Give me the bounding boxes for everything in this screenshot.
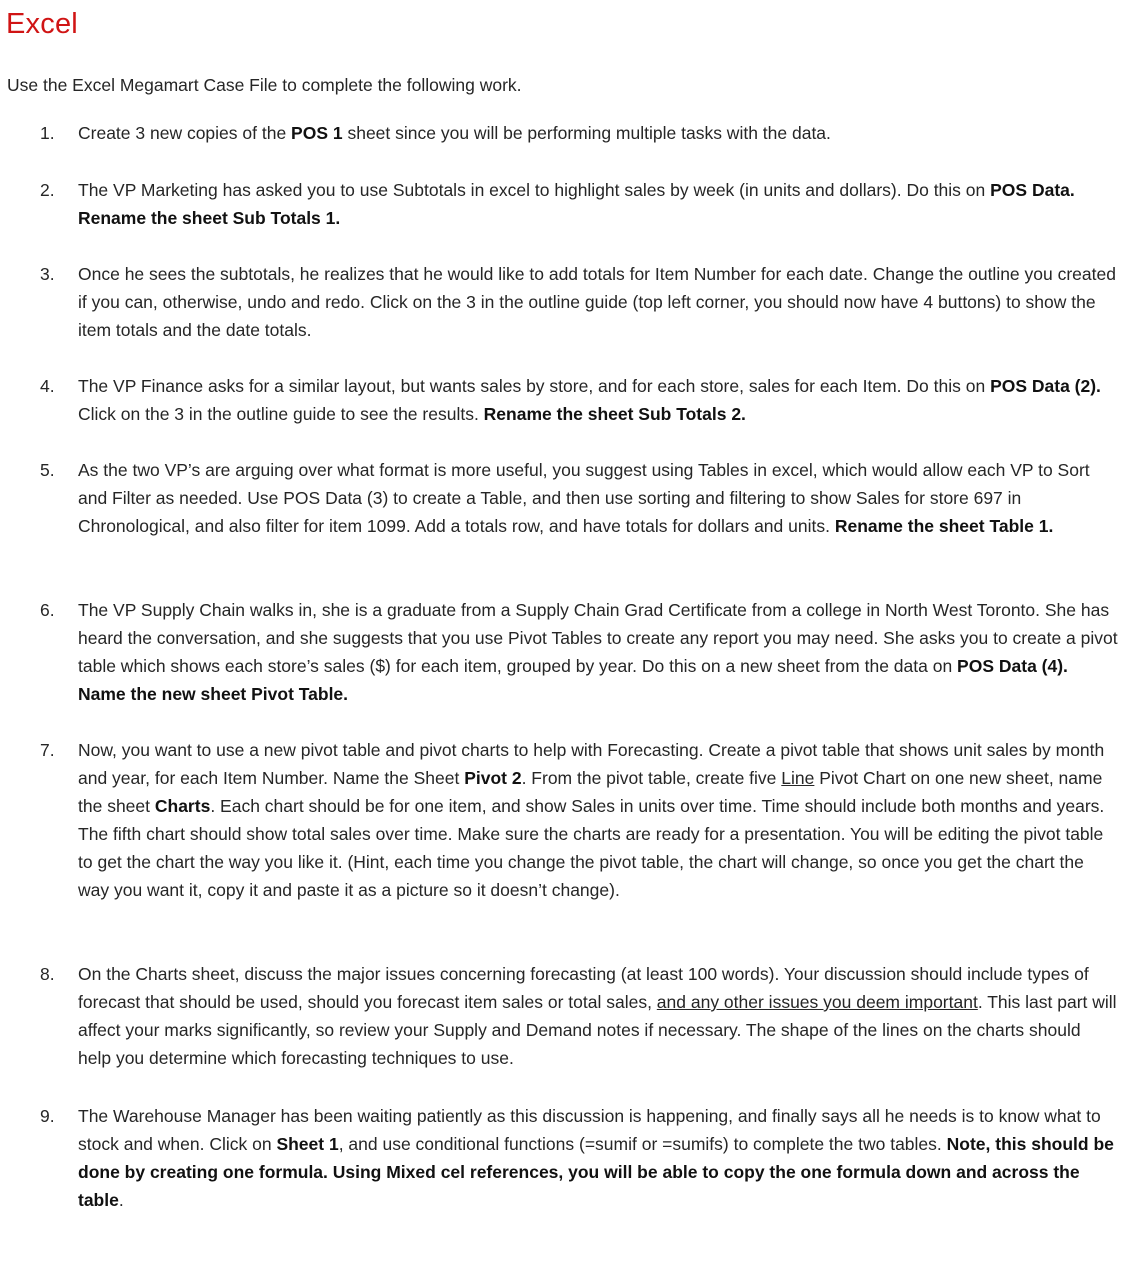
item-number: 7. xyxy=(40,740,55,760)
text-run: . This last part will affect your marks significantly, so review your Supply and Demand notes if necessary. The shape of the lines on the charts should help you determine which forecasting techniques to use. xyxy=(78,992,1117,1068)
text-run: Once he sees the subtotals, he realizes that he would like to add totals for Item Number for each date. Change the outline you created if you can, otherwise, undo and redo. Click on the 3 in the outline guide (top left corner, you should now have 4 buttons) to show the item totals and the date totals. xyxy=(78,264,1116,340)
item-text xyxy=(78,260,1118,344)
text-run: sheet since you will be performing multiple tasks with the data. xyxy=(342,123,831,143)
text-run: , and use conditional functions (=sumif or =sumifs) to complete the two tables. xyxy=(338,1134,947,1154)
text-run: The Warehouse Manager has been waiting patiently as this discussion is happening, and finally says all he needs is to know what to stock and when. Click on xyxy=(78,1106,1101,1154)
text-run: On the Charts sheet, discuss the major issues concerning forecasting (at least 100 words). Your discussion should include types of forecast that should be used, should you forecast item sales or total sales, xyxy=(78,964,1089,1012)
item-text xyxy=(78,596,1118,708)
item-text xyxy=(78,176,1118,232)
item-text xyxy=(78,1102,1118,1214)
intro-text: Use the Excel Megamart Case File to complete the following work. xyxy=(7,75,522,95)
text-run: The VP Finance asks for a similar layout, but wants sales by store, and for each store, sales for each Item. Do this on xyxy=(78,376,991,396)
item-text xyxy=(78,456,1118,540)
bold-text: POS Data. Rename the sheet Sub Totals 1. xyxy=(78,180,1075,228)
item-number: 6. xyxy=(40,600,55,620)
underlined-text: Line xyxy=(781,768,815,788)
bold-text: Charts xyxy=(154,796,211,816)
item-number: 8. xyxy=(40,964,55,984)
bold-text: POS Data (4). Name the new sheet Pivot Table. xyxy=(78,656,1068,704)
text-run: The VP Supply Chain walks in, she is a graduate from a Supply Chain Grad Certificate from a college in North West Toronto. She has heard the conversation, and she suggests that you use Pivot Tables to create any report you may need. She asks you to create a pivot table which shows each store’s sales ($) for each item, grouped by year. Do this on a new sheet from the data on xyxy=(78,600,1118,676)
bold-text: Note, this should be done by creating one formula. Using Mixed cel references, you will be able to copy the one formula down and across the table xyxy=(78,1134,1114,1210)
text-run: As the two VP’s are arguing over what format is more useful, you suggest using Tables in excel, which would allow each VP to Sort and Filter as needed. Use POS Data (3) to create a Table, and then use sorting and filtering to show Sales for store 697 in Chronological, and also filter for item 1099. Add a totals row, and have totals for dollars and units. xyxy=(78,460,1090,536)
item-text xyxy=(78,119,1118,147)
text-run: Now, you want to use a new pivot table and pivot charts to help with Forecasting. Create a pivot table that shows unit sales by month and year, for each Item Number. Name the Sheet xyxy=(78,740,1105,788)
item-number: 4. xyxy=(40,376,55,396)
item-text xyxy=(78,372,1118,428)
bold-text: Sheet 1 xyxy=(276,1134,339,1154)
text-run: Pivot Chart on one new sheet, name the sheet xyxy=(78,768,1103,816)
text-run: Click on the 3 in the outline guide to see the results. xyxy=(78,404,484,424)
item-number: 1. xyxy=(40,123,55,143)
document-title: Excel xyxy=(6,8,78,40)
underlined-text: and any other issues you deem important xyxy=(656,992,978,1012)
text-run: . Each chart should be for one item, and show Sales in units over time. Time should include both months and years. The fifth chart should show total sales over time. Make sure the charts are ready for a presentation. You will be editing the pivot table to get the chart the way you like it. (Hint, each time you change the pivot table, the chart will change, so once you get the chart the way you want it, copy it and paste it as a picture so it doesn’t change). xyxy=(78,796,1105,900)
text-run: . From the pivot table, create five xyxy=(521,768,782,788)
text-run: Create 3 new copies of the xyxy=(78,123,292,143)
item-number: 9. xyxy=(40,1106,55,1126)
bold-text: Rename the sheet Table 1. xyxy=(834,516,1054,536)
item-number: 5. xyxy=(40,460,55,480)
bold-text: POS 1 xyxy=(291,123,343,143)
item-text xyxy=(78,736,1118,904)
bold-text: Rename the sheet Sub Totals 2. xyxy=(483,404,746,424)
text-run: The VP Marketing has asked you to use Subtotals in excel to highlight sales by week (in units and dollars). Do this on xyxy=(78,180,991,200)
item-number: 3. xyxy=(40,264,55,284)
text-run: . xyxy=(118,1190,124,1210)
bold-text: POS Data (2). xyxy=(990,376,1101,396)
bold-text: Pivot 2 xyxy=(464,768,522,788)
item-text xyxy=(78,960,1118,1072)
item-number: 2. xyxy=(40,180,55,200)
